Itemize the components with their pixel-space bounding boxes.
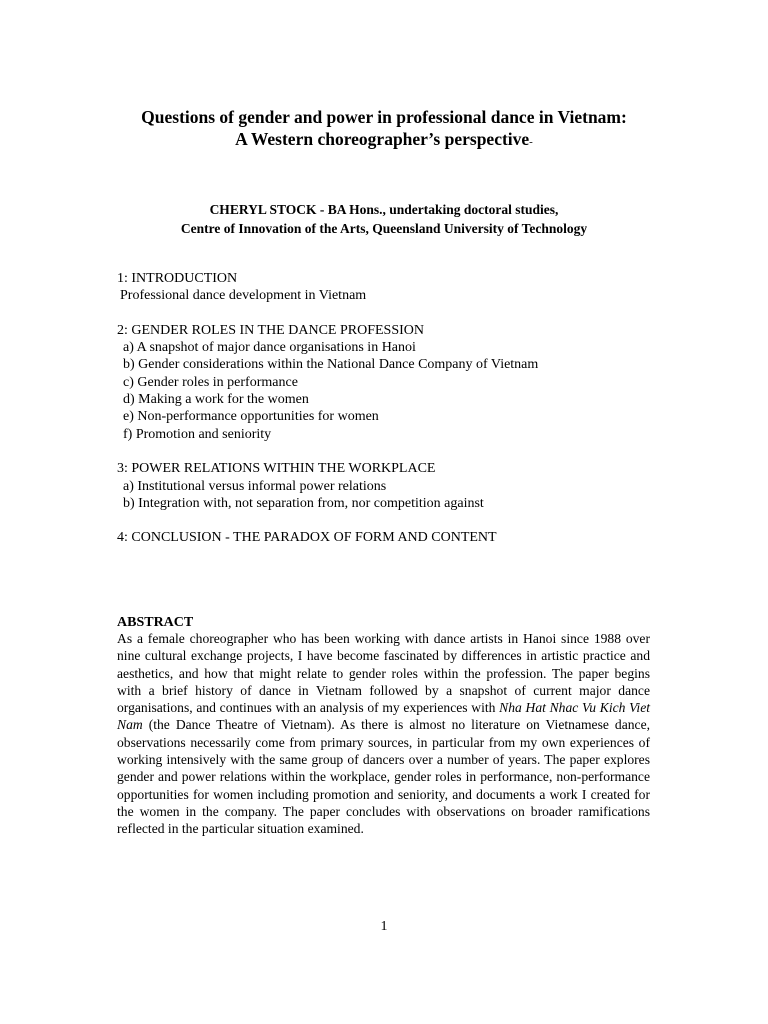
author-block — [0, 201, 768, 238]
title-line-2-text: A Western choreographer’s perspective — [235, 129, 530, 149]
toc-section-4 — [117, 529, 677, 546]
toc-item: c) Gender roles in performance — [123, 374, 298, 390]
abstract-line: opportunities for women including promotion and seniority, and documents a work I created for — [117, 786, 650, 802]
toc-item: e) Non-performance opportunities for women — [123, 409, 379, 425]
toc-item: b) Integration with, not separation from, nor competition against — [123, 495, 484, 511]
abstract-line: working intensively with the same group of dancers over a number of years. The paper explores — [117, 752, 650, 768]
paper-title — [0, 106, 768, 153]
abstract-line: nine cultural exchange projects, I have become fascinated by differences in artistic practice and — [117, 648, 650, 664]
toc-heading: 4: CONCLUSION - THE PARADOX OF FORM AND CONTENT — [117, 530, 497, 546]
toc-item: b) Gender considerations within the National Dance Company of Vietnam — [123, 357, 539, 373]
abstract-line-text: organisations, and continues with an analysis of my experiences with — [117, 700, 496, 716]
abstract-line: gender and power relations within the workplace, gender roles in performance, non-performance — [117, 769, 650, 785]
toc-item: f) Promotion and seniority — [123, 426, 272, 442]
toc-section-2 — [117, 322, 677, 443]
page-number: 1 — [380, 919, 388, 934]
toc-heading: 1: INTRODUCTION — [117, 271, 238, 286]
toc-section-3 — [117, 460, 677, 512]
toc-item: d) Making a work for the women — [123, 392, 309, 408]
abstract-line: reflected in the particular situation examined. — [117, 821, 364, 837]
author-affiliation-line: Centre of Innovation of the Arts, Queensland University of Technology — [180, 220, 588, 236]
abstract-heading: ABSTRACT — [117, 615, 194, 630]
toc-item: Professional dance development in Vietnam — [120, 288, 367, 304]
toc-heading: 3: POWER RELATIONS WITHIN THE WORKPLACE — [117, 461, 436, 477]
company-name-italic-cont: Nam — [117, 717, 143, 733]
toc-item: a) Institutional versus informal power relations — [123, 478, 387, 494]
abstract-body — [117, 630, 650, 838]
toc-heading: 2: GENDER ROLES IN THE DANCE PROFESSION — [117, 322, 424, 338]
title-line-1: Questions of gender and power in professional dance in Vietnam: — [141, 107, 627, 127]
abstract-line-text: (the Dance Theatre of Vietnam). As there is almost no literature on Vietnamese dance, — [148, 717, 650, 733]
abstract-line: aesthetics, and how that might relate to gender roles within the profession. The paper begins — [117, 665, 650, 681]
abstract-line: observations necessarily come from primary sources, in particular from my own experiences of — [117, 734, 650, 750]
abstract-line: with a brief history of dance in Vietnam followed by a snapshot of current major dance — [117, 682, 650, 698]
title-footnote-mark: - — [529, 136, 533, 148]
toc-section-1 — [117, 270, 677, 305]
abstract-line — [117, 699, 650, 716]
abstract-line: As a female choreographer who has been working with dance artists in Hanoi since 1988 over — [117, 631, 650, 646]
toc-item: a) A snapshot of major dance organisations in Hanoi — [123, 340, 416, 356]
abstract-line: the women in the company. The paper concludes with observations on broader ramifications — [117, 803, 650, 819]
title-line-2 — [0, 128, 768, 153]
abstract-line — [117, 716, 650, 733]
company-name-italic: Nha Hat Nhac Vu Kich Viet — [499, 700, 651, 716]
author-name-line: CHERYL STOCK - BA Hons., undertaking doctoral studies, — [209, 202, 559, 217]
table-of-contents — [117, 270, 677, 564]
